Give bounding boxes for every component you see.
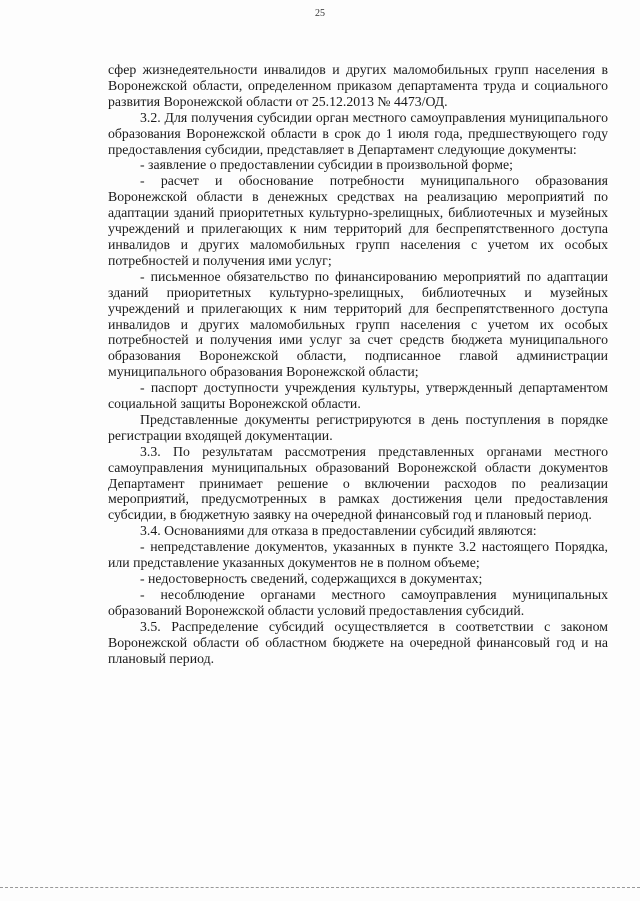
list-item-noncompliance: - несоблюдение органами местного самоуправления муниципальных образований Воронежской области условий предоставления субсидий.: [108, 586, 608, 618]
paragraph-intro-continuation: сфер жизнедеятельности инвалидов и других маломобильных групп населения в Воронежской области, определенном приказом департамента труда и социального развития Воронежской области от 25.12.2013 № 4473/ОД.: [108, 62, 608, 109]
scan-bottom-edge: [0, 887, 640, 888]
list-item-nonsubmission: - непредставление документов, указанных в пункте 3.2 настоящего Порядка, или представление указанных документов не в полном объеме;: [108, 539, 608, 571]
paragraph-3-2: 3.2. Для получения субсидии орган местного самоуправления муниципального образования Воронежской области в срок до 1 июля года, предшествующего году предоставления субсидии, представляет в Департамент следующие документы:: [108, 109, 608, 157]
paragraph-registration: Представленные документы регистрируются в день поступления в порядке регистрации входящей документации.: [108, 411, 608, 443]
list-item-unreliability: - недостоверность сведений, содержащихся в документах;: [140, 571, 483, 586]
paragraph-3-4: 3.4. Основаниями для отказа в предоставлении субсидий являются:: [140, 523, 537, 539]
paragraph-3-3: 3.3. По результатам рассмотрения представленных органами местного самоуправления муниципальных образований Воронежской области документов Департамент принимает решение о включении расходов по реализации мероприятий, предусмотренных в рамках достижения цели предоставления субсидии, в бюджетную заявку на очередной финансовый год и плановый период.: [108, 443, 608, 523]
page-number: 25: [315, 8, 325, 19]
list-item-application: - заявление о предоставлении субсидии в произвольной форме;: [140, 157, 513, 173]
paragraph-3-5: 3.5. Распределение субсидий осуществляется в соответствии с законом Воронежской области об областном бюджете на очередной финансовый год и на плановый период.: [108, 618, 608, 666]
list-item-calculation: - расчет и обоснование потребности муниципального образования Воронежской области в денежных средствах на реализацию мероприятий по адаптации зданий приоритетных культурно-зрелищных, библиотечных и музейных учреждений и прилегающих к ним территорий для беспрепятственного доступа инвалидов и других маломобильных групп населения с учетом их особых потребностей и получения ими услуг;: [108, 173, 608, 268]
document-body: [108, 62, 608, 666]
list-item-obligation: - письменное обязательство по финансированию мероприятий по адаптации зданий приоритетных культурно-зрелищных, библиотечных и музейных учреждений и прилегающих к ним территорий для беспрепятственного доступа инвалидов и других маломобильных групп населения с учетом их особых потребностей и получения ими услуг за счет средств бюджета муниципального образования Воронежской области, подписанное главой администрации муниципального образования Воронежской области;: [108, 268, 608, 380]
list-item-passport: - паспорт доступности учреждения культуры, утвержденный департаментом социальной защиты Воронежской области.: [108, 380, 608, 412]
